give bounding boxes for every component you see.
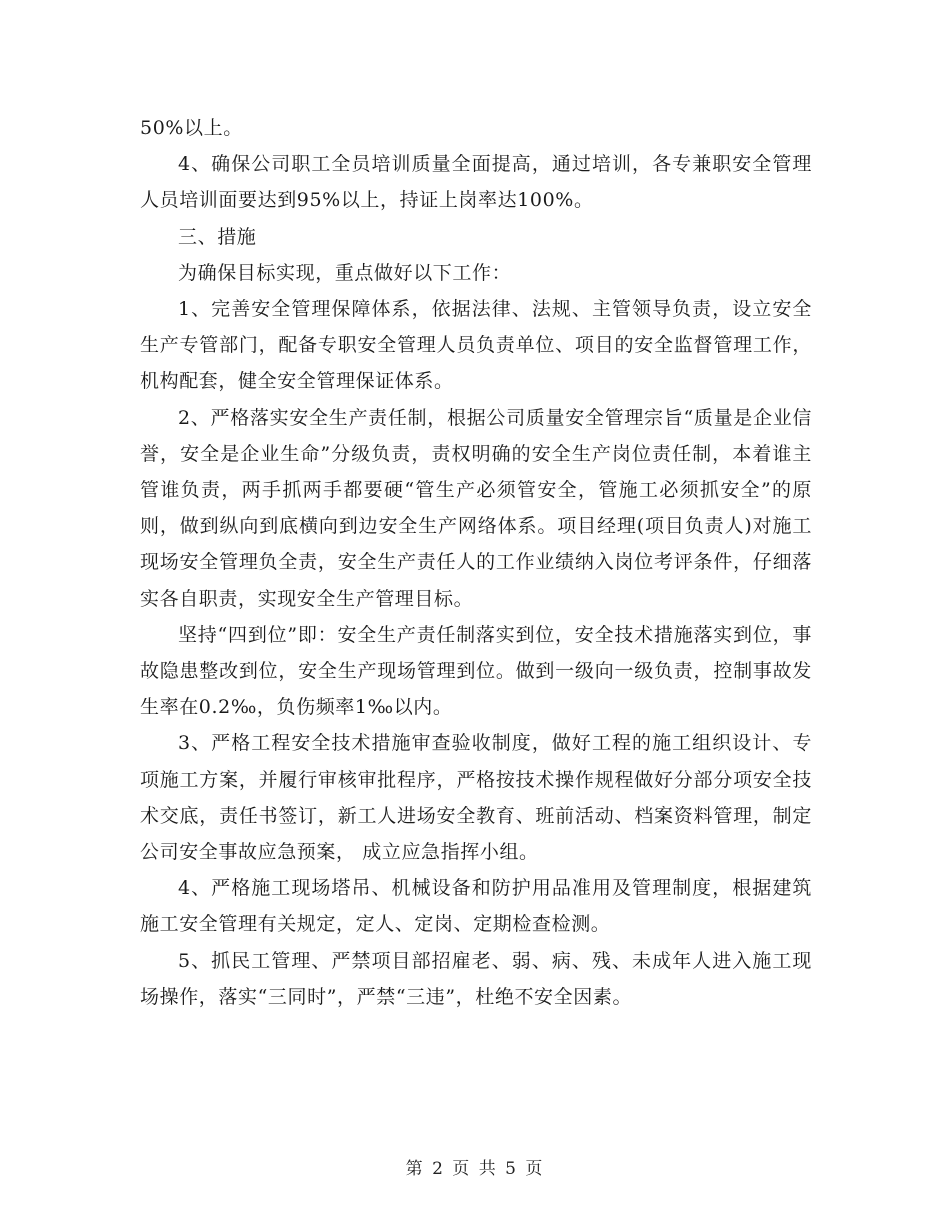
paragraph-2: 4、确保公司职工全员培训质量全面提高，通过培训，各专兼职安全管理人员培训面要达到95%以上，持证上岗率达100%。: [140, 153, 812, 212]
section-heading: 三、措施: [178, 225, 257, 248]
paragraph-7: 坚持“四到位”即：安全生产责任制落实到位，安全技术措施落实到位，事故隐患整改到位，安全生产现场管理到位。做到一级向一级负责，控制事故发生率在0.2‰，负伤频率1‰以内。: [140, 623, 812, 719]
paragraph-6: 2、严格落实安全生产责任制，根据公司质量安全管理宗旨“质量是企业信誉，安全是企业生命”分级负责，责权明确的安全生产岗位责任制，本着谁主管谁负责，两手抓两手都要硬“管生产必须管安全，管施工必须抓安全”的原则，做到纵向到底横向到边安全生产网络体系。项目经理(项目负责人)对施工现场安全管理负全责，安全生产责任人的工作业绩纳入岗位考评条件，仔细落实各自职责，实现安全生产管理目标。: [140, 406, 812, 610]
paragraph-1: 50%以上。: [140, 117, 243, 139]
paragraph-5: 1、完善安全管理保障体系，依据法律、法规、主管领导负责，设立安全生产专管部门，配备专职安全管理人员负责单位、项目的安全监督管理工作，机构配套，健全安全管理保证体系。: [140, 298, 812, 393]
paragraph-8: 3、严格工程安全技术措施审查验收制度，做好工程的施工组织设计、专项施工方案，并履行审核审批程序，严格按技术操作规程做好分部分项安全技术交底，责任书签订，新工人进场安全教育、班前活动、档案资料管理，制定公司安全事故应急预案， 成立应急指挥小组。: [140, 732, 812, 864]
paragraph-10: 5、抓民工管理、严禁项目部招雇老、弱、病、残、未成年人进入施工现场操作，落实“三同时”，严禁“三违”，杜绝不安全因素。: [140, 949, 812, 1008]
paragraph-9: 4、严格施工现场塔吊、机械设备和防护用品准用及管理制度，根据建筑施工安全管理有关规定，定人、定岗、定期检查检测。: [140, 877, 812, 936]
document-body: [140, 110, 812, 1015]
paragraph-4: 为确保目标实现，重点做好以下工作：: [178, 261, 512, 284]
page-footer: 第 2 页 共 5 页: [405, 1159, 545, 1179]
